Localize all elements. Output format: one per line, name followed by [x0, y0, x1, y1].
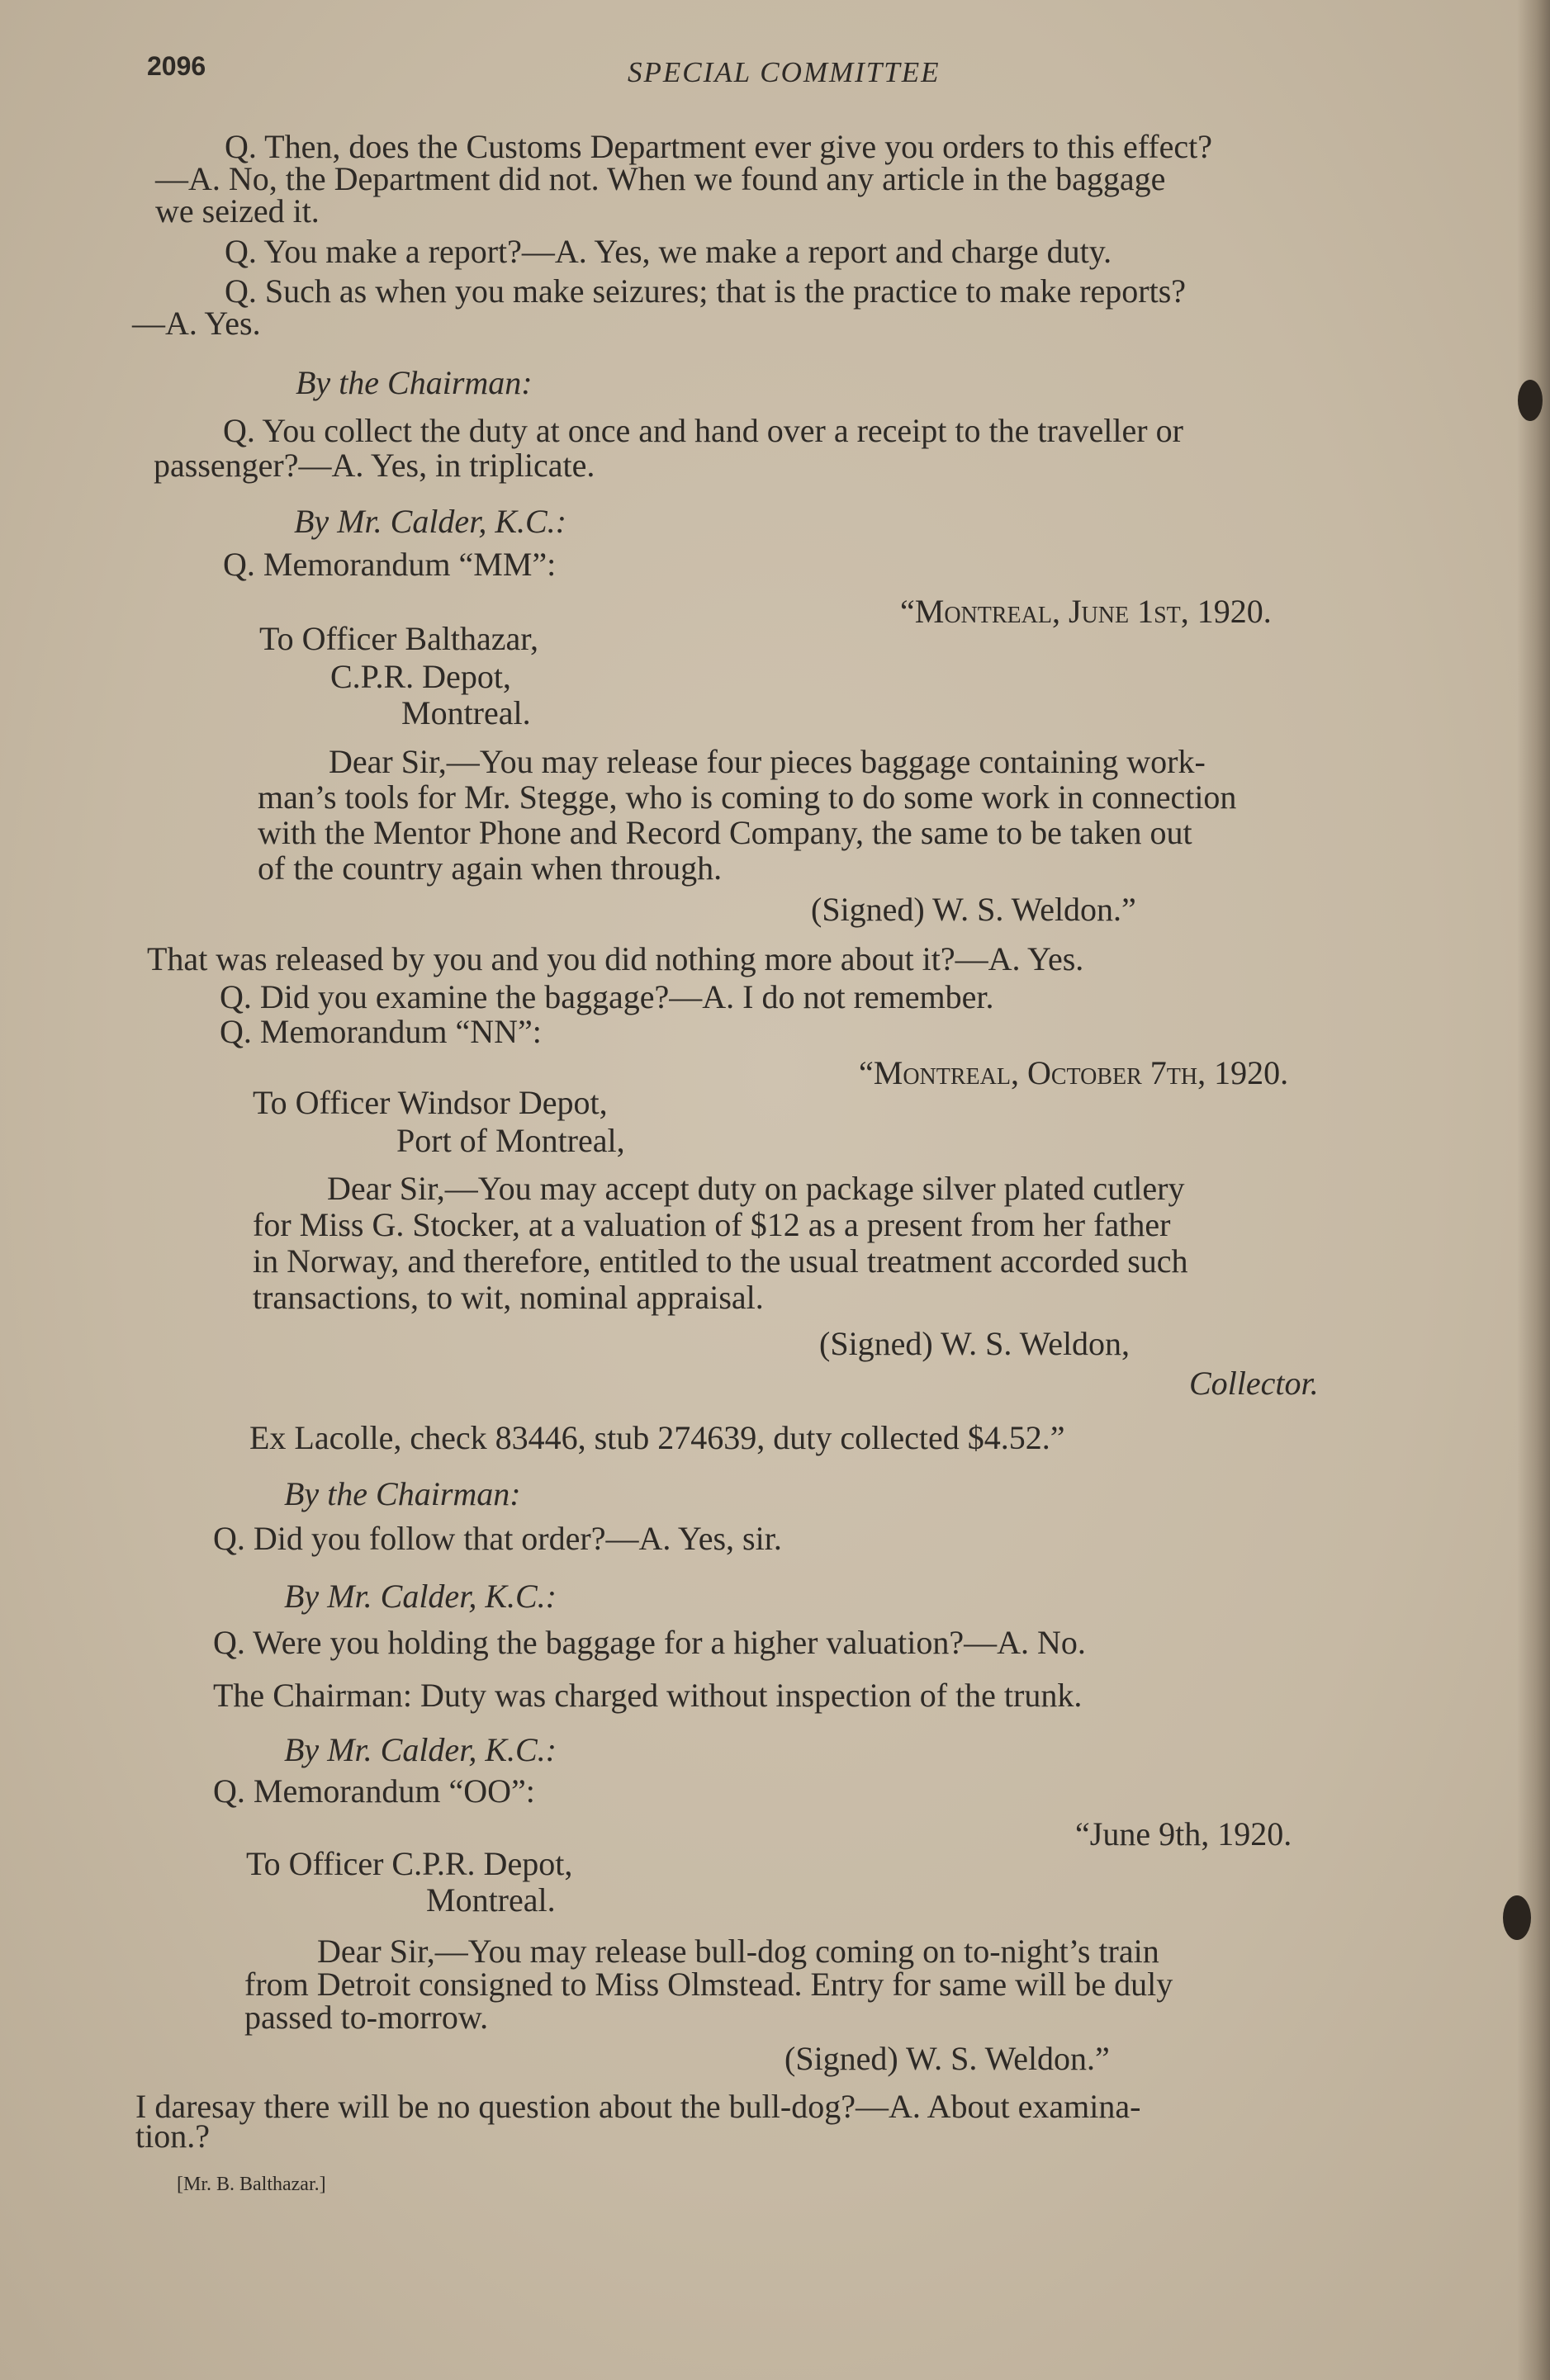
- letter-address: Montreal.: [401, 694, 531, 731]
- text-line: Q. Then, does the Customs Department ever give you orders to this effect?: [225, 128, 1212, 165]
- letter-dateline: “Montreal, October 7th, 1920.: [859, 1054, 1289, 1091]
- witness-footer: [Mr. B. Balthazar.]: [177, 2174, 326, 2195]
- text-line: I daresay there will be no question about the bull-dog?—A. About examina-: [135, 2088, 1141, 2125]
- letter-address: Montreal.: [426, 1881, 556, 1919]
- speaker-heading: By the Chairman:: [296, 364, 533, 401]
- letter-body: Dear Sir,—You may accept duty on package silver plated cutlery: [327, 1170, 1185, 1207]
- text-line: Q. Memorandum “MM”:: [223, 546, 557, 583]
- text-line: Q. Such as when you make seizures; that is the practice to make reports?: [225, 272, 1187, 310]
- letter-body: transactions, to wit, nominal appraisal.: [253, 1279, 764, 1316]
- letter-signature-title: Collector.: [1189, 1365, 1319, 1402]
- letter-address: C.P.R. Depot,: [330, 658, 511, 695]
- letter-body: in Norway, and therefore, entitled to the usual treatment accorded such: [253, 1242, 1188, 1280]
- letter-body: passed to-morrow.: [244, 1999, 489, 2036]
- letter-body: with the Mentor Phone and Record Company, the same to be taken out: [258, 814, 1192, 851]
- text-line: Q. Were you holding the baggage for a higher valuation?—A. No.: [213, 1624, 1086, 1661]
- text-line: Ex Lacolle, check 83446, stub 274639, duty collected $4.52.”: [249, 1419, 1065, 1456]
- text-line: tion.?: [135, 2117, 210, 2155]
- letter-body: from Detroit consigned to Miss Olmstead. Entry for same will be duly: [244, 1966, 1173, 2003]
- letter-address: Port of Montreal,: [396, 1122, 625, 1159]
- speaker-heading: By Mr. Calder, K.C.:: [284, 1731, 557, 1768]
- letter-address: To Officer Balthazar,: [259, 620, 539, 657]
- text-line: Q. Memorandum “NN”:: [220, 1013, 542, 1050]
- text-line: —A. No, the Department did not. When we found any article in the baggage: [155, 160, 1166, 197]
- speaker-heading: By Mr. Calder, K.C.:: [294, 503, 566, 540]
- speaker-heading: By Mr. Calder, K.C.:: [284, 1578, 557, 1615]
- letter-body: man’s tools for Mr. Stegge, who is coming to do some work in connection: [258, 778, 1237, 816]
- text-line: Q. You make a report?—A. Yes, we make a report and charge duty.: [225, 233, 1112, 270]
- letter-body: Dear Sir,—You may release four pieces baggage containing work-: [329, 743, 1206, 780]
- letter-signature: (Signed) W. S. Weldon.”: [811, 891, 1136, 928]
- text-line: Q. Did you follow that order?—A. Yes, sir.: [213, 1520, 782, 1557]
- letter-signature: (Signed) W. S. Weldon.”: [784, 2040, 1110, 2077]
- binding-mark-bottom: [1503, 1895, 1531, 1940]
- letter-address: To Officer Windsor Depot,: [253, 1084, 608, 1121]
- text-line: The Chairman: Duty was charged without inspection of the trunk.: [213, 1677, 1083, 1714]
- text-line: Q. Memorandum “OO”:: [213, 1772, 535, 1810]
- running-title: SPECIAL COMMITTEE: [628, 56, 941, 88]
- speaker-heading: By the Chairman:: [284, 1475, 521, 1512]
- text-line: passenger?—A. Yes, in triplicate.: [154, 447, 595, 484]
- text-line: Q. You collect the duty at once and hand over a receipt to the traveller or: [223, 412, 1183, 449]
- page-edge-shadow: [1517, 0, 1550, 2380]
- binding-mark-top: [1518, 380, 1543, 421]
- text-line: —A. Yes.: [132, 305, 261, 342]
- text-line: That was released by you and you did nothing more about it?—A. Yes.: [147, 940, 1084, 977]
- letter-body: Dear Sir,—You may release bull-dog coming on to-night’s train: [317, 1933, 1159, 1970]
- letter-dateline: “Montreal, June 1st, 1920.: [900, 593, 1272, 630]
- page-number: 2096: [147, 51, 206, 81]
- letter-body: for Miss G. Stocker, at a valuation of $12 as a present from her father: [253, 1206, 1171, 1243]
- text-line: we seized it.: [155, 192, 320, 229]
- letter-signature: (Signed) W. S. Weldon,: [819, 1325, 1131, 1362]
- text-line: Q. Did you examine the baggage?—A. I do not remember.: [220, 978, 994, 1015]
- letter-dateline: “June 9th, 1920.: [1075, 1815, 1292, 1852]
- letter-address: To Officer C.P.R. Depot,: [246, 1845, 573, 1882]
- letter-body: of the country again when through.: [258, 849, 723, 887]
